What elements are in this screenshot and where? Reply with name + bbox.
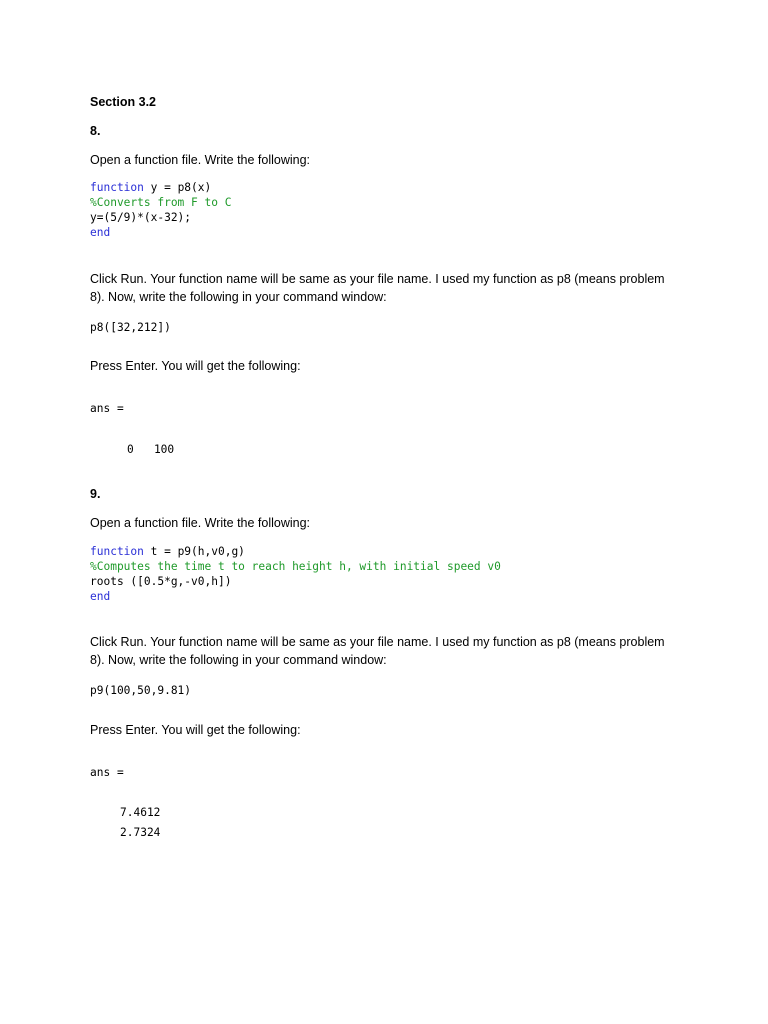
code-keyword: function bbox=[90, 545, 144, 558]
code-text: t = p9(h,v0,g) bbox=[143, 545, 245, 558]
problem-9-press-enter: Press Enter. You will get the following: bbox=[90, 723, 301, 737]
problem-8-ans-label: ans = bbox=[90, 402, 124, 415]
problem-8-command: p8([32,212]) bbox=[90, 321, 171, 334]
code-comment: %Converts from F to C bbox=[90, 196, 232, 209]
problem-9-ans-label: ans = bbox=[90, 766, 124, 779]
code-keyword: end bbox=[90, 590, 111, 603]
code-keyword: end bbox=[90, 226, 111, 239]
problem-9-instruction: Click Run. Your function name will be same as your file name. I used my function as p8 (means problem 8). Now, write the following in your command window: bbox=[90, 635, 665, 667]
problem-9-intro: Open a function file. Write the following: bbox=[90, 516, 311, 530]
section-heading: Section 3.2 bbox=[90, 95, 156, 109]
code-text: roots ([0.5*g,-v0,h]) bbox=[90, 575, 232, 588]
problem-9-ans-value-1: 7.4612 bbox=[120, 806, 161, 819]
problem-9-number: 9. bbox=[90, 487, 101, 501]
problem-8-intro: Open a function file. Write the following: bbox=[90, 153, 311, 167]
problem-8-press-enter: Press Enter. You will get the following: bbox=[90, 359, 301, 373]
code-keyword: function bbox=[90, 181, 144, 194]
problem-9-command: p9(100,50,9.81) bbox=[90, 684, 192, 697]
problem-8-code-block bbox=[90, 180, 231, 240]
code-comment: %Computes the time t to reach height h, with initial speed v0 bbox=[90, 560, 501, 573]
problem-8-number: 8. bbox=[90, 124, 101, 138]
problem-9-ans-value-2: 2.7324 bbox=[120, 826, 161, 839]
code-text: y=(5/9)*(x-32); bbox=[90, 211, 192, 224]
problem-8-ans-value: 0 100 bbox=[127, 443, 175, 456]
problem-9-code-block bbox=[90, 544, 501, 604]
problem-8-instruction: Click Run. Your function name will be same as your file name. I used my function as p8 (means problem 8). Now, write the following in your command window: bbox=[90, 272, 665, 304]
code-text: y = p8(x) bbox=[143, 181, 212, 194]
